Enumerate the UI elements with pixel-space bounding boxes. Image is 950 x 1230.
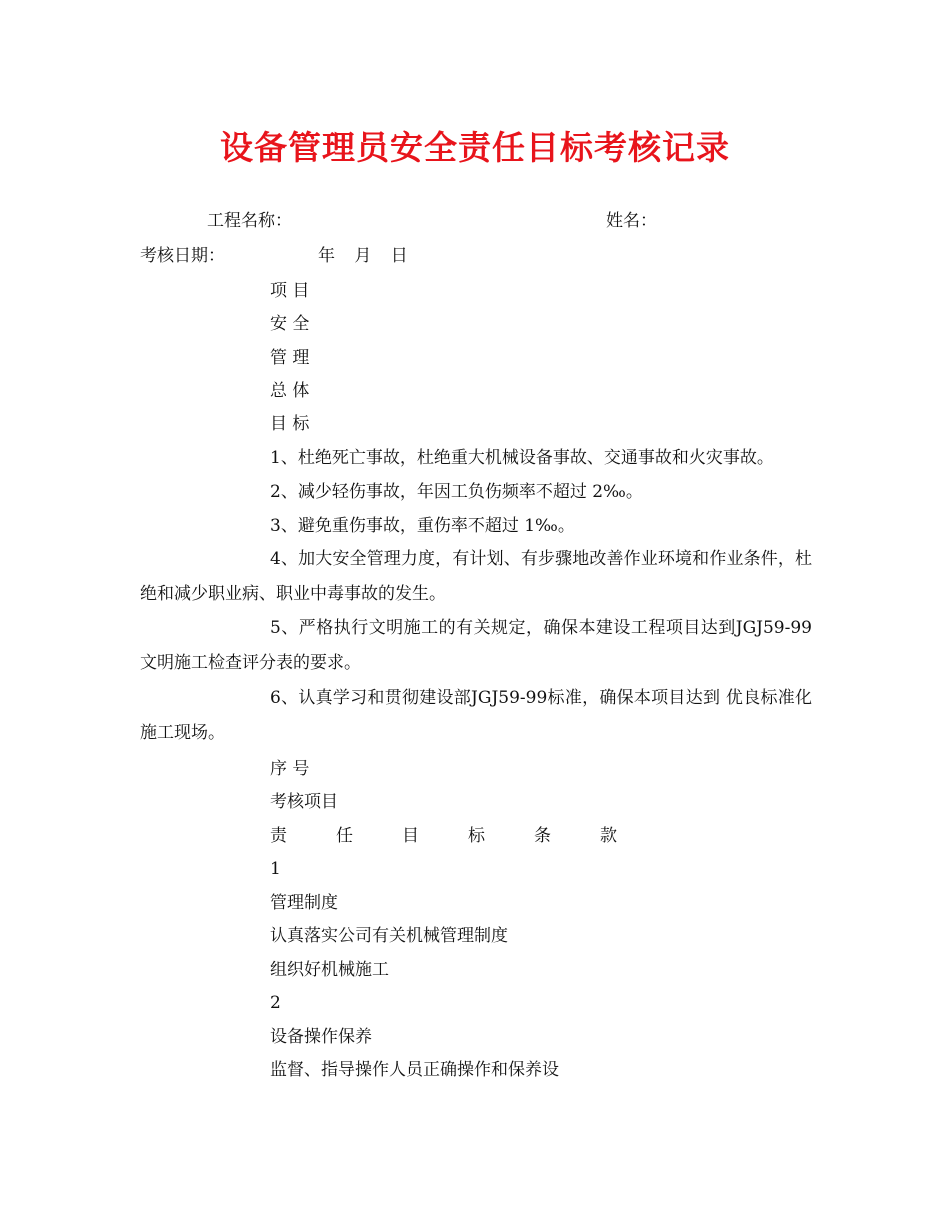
goal-heading-line: 管 理 [270,348,310,368]
table-cell: 2 [270,993,281,1013]
table-cell: 管理制度 [270,893,338,913]
goal-item: 5、严格执行文明施工的有关规定，确保本建设工程项目达到JGJ59-99文明施工检查评分表的要求。 [140,618,812,673]
table-cell: 认真落实公司有关机械管理制度 [270,926,508,946]
goal-item: 2、减少轻伤事故，年因工负伤频率不超过 2‰。 [270,482,643,502]
terms-char: 责 [270,826,287,846]
goal-item: 1、杜绝死亡事故，杜绝重大机械设备事故、交通事故和火灾事故。 [270,448,774,468]
table-cell: 1 [270,859,281,879]
date-units: 年 月 日 [318,246,408,266]
table-header-terms [270,824,666,848]
terms-char: 条 [534,826,551,846]
goal-heading-line: 目 标 [270,414,310,434]
table-cell: 监督、指导操作人员正确操作和保养设 [270,1060,559,1080]
goal-heading-line: 总 体 [270,381,310,401]
project-name-label: 工程名称： [207,211,292,231]
table-header-seq: 序 号 [270,759,310,779]
document-title: 设备管理员安全责任目标考核记录 [220,128,730,167]
name-label: 姓名： [606,211,657,231]
goal-heading-line: 项 目 [270,281,310,301]
goal-item: 6、认真学习和贯彻建设部JGJ59-99标准，确保本项目达到 优良标准化施工现场。 [140,688,812,743]
table-cell: 组织好机械施工 [270,960,389,980]
date-label: 考核日期： [140,246,225,266]
table-header-item: 考核项目 [270,792,338,812]
table-cell: 设备操作保养 [270,1027,372,1047]
goal-item: 3、避免重伤事故，重伤率不超过 1‰。 [270,516,575,536]
goal-item: 4、加大安全管理力度，有计划、有步骤地改善作业环境和作业条件，杜绝和减少职业病、职业中毒事故的发生。 [140,549,812,604]
terms-char: 任 [336,826,353,846]
terms-char: 目 [402,826,419,846]
goal-heading-line: 安 全 [270,314,310,334]
terms-char: 标 [468,826,485,846]
terms-char: 款 [600,826,617,846]
